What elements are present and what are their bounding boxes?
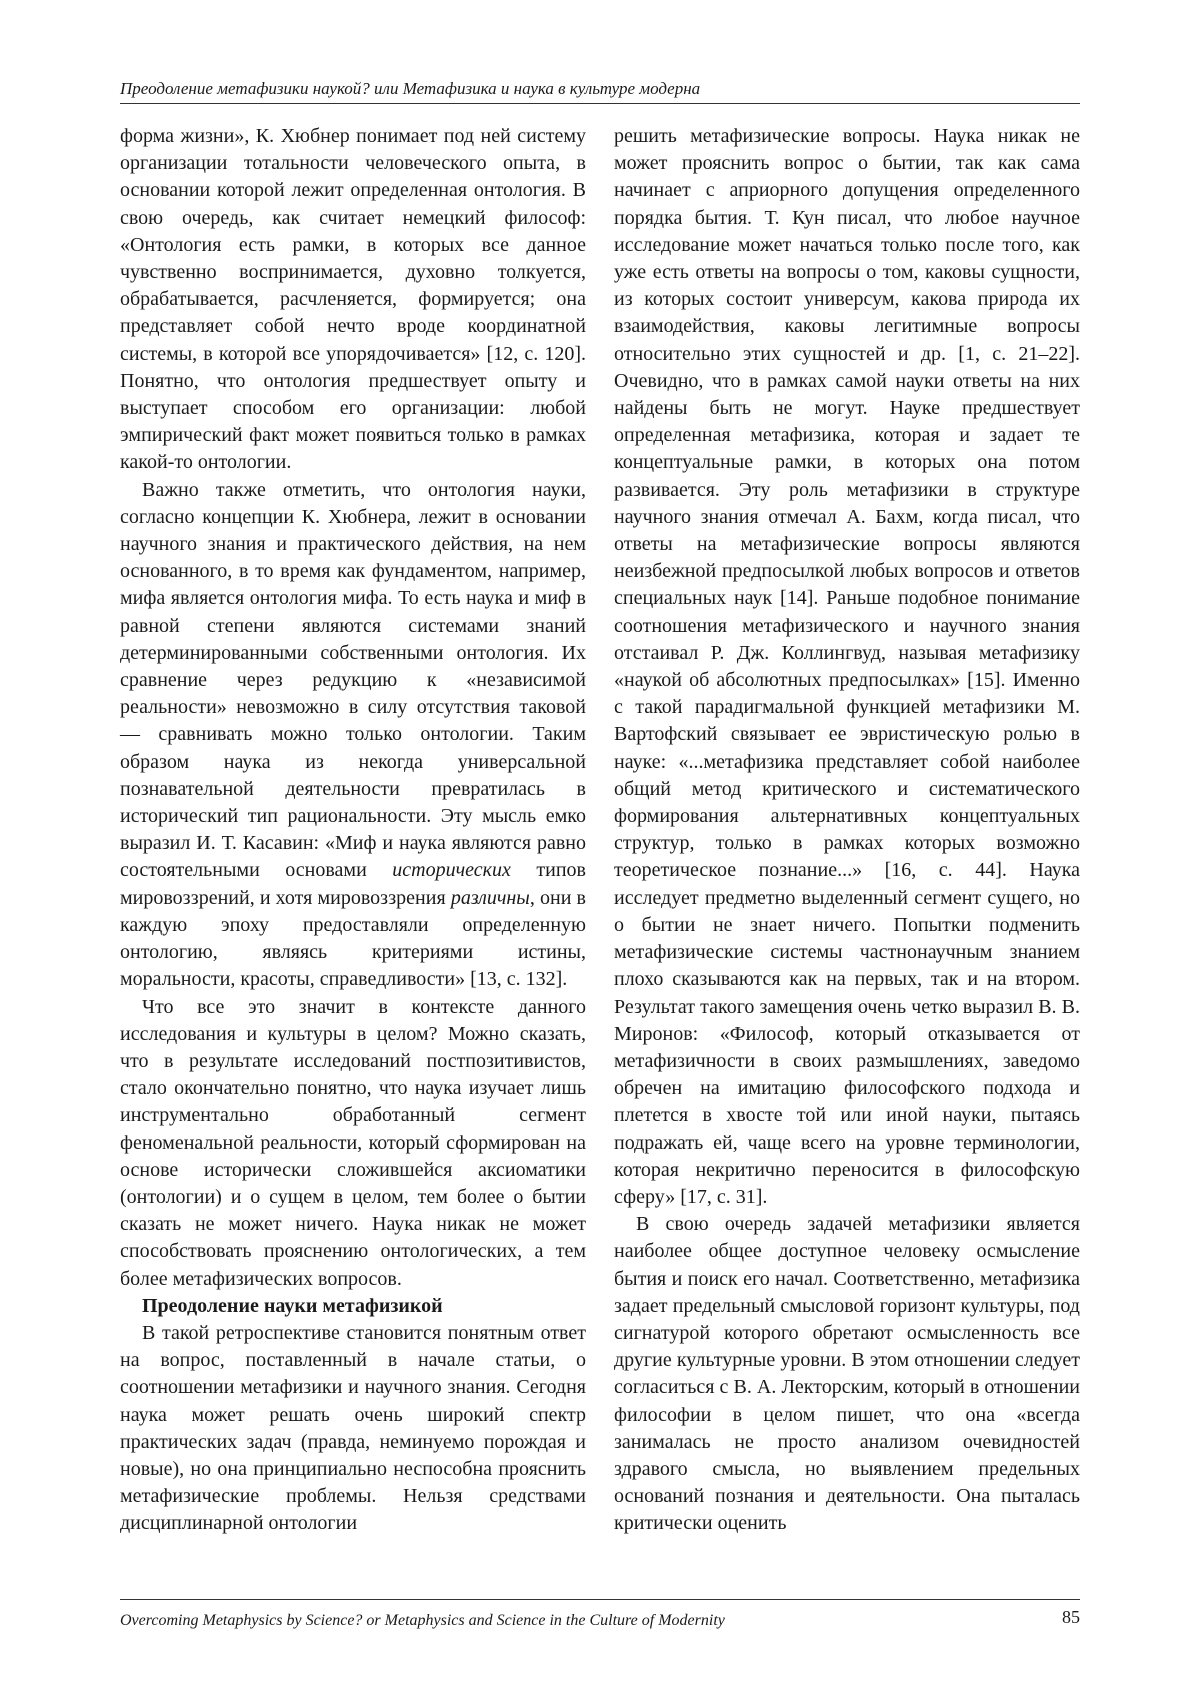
paragraph-text: , они в каждую эпоху предоставляли определенную онтологию, являясь критериями истины, моральности, красоты, справедливости» [13, с. 132]. [120,886,586,991]
paragraph: В свою очередь задачей метафизики является наиболее общее доступное человеку осмысление бытия и поиск его начал. Соответственно, метафизика задает предельный смысловой горизонт культуры, под сигнатурой которого обретают осмысленность все другие культурные уровни. В этом отношении следует согласиться с В. А. Лекторским, который в отношении философии в целом пишет, что она «всегда занималась не просто анализом очевидностей здравого смысла, но выявлением предельных оснований познания и деятельности. Она пыталась критически оценить [614,1213,1080,1535]
running-foot-title: Overcoming Metaphysics by Science? or Metaphysics and Science in the Culture of Modernity [120,1612,725,1629]
right-column [614,123,1080,1538]
paragraph: Что все это значит в контексте данного исследования и культуры в целом? Можно сказать, что в результате исследований постпозитивистов, стало окончательно понятно, что наука изучает лишь инструментально обработанный сегмент феноменальной реальности, который сформирован на основе исторически сложившейся аксиоматики (онтологии) и о сущем в целом, тем более о бытии сказать не может ничего. Наука никак не может способствовать прояснению онтологических, а тем более метафизических вопросов. [120,995,586,1290]
page-number: 85 [1062,1607,1080,1627]
header-rule [120,103,1080,104]
paragraph-text: Важно также отметить, что онтология науки, согласно концепции К. Хюбнера, лежит в основании научного знания и практического действия, на нем основанного, в то время как фундаментом, например, мифа является онтология мифа. То есть наука и миф в равной степени являются системами знаний детерминированными собственными онтология. Их сравнение через редукцию к «независимой реальности» невозможно в силу отсутствия таковой — сравнивать можно только онтологии. Таким образом наука из некогда универсальной познавательной деятельности превратилась в исторический тип рациональности. Эту мысль емко выразил И. Т. Касавин: «Миф и наука являются равно состоятельными основами [120,478,586,882]
section-heading: Преодоление науки метафизикой [142,1294,443,1317]
footer-rule [120,1599,1080,1600]
paragraph [120,477,586,994]
italic-term: различны [450,886,530,909]
left-column [120,123,586,1538]
italic-term: исторических [392,859,511,882]
paragraph: решить метафизические вопросы. Наука никак не может прояснить вопрос о бытии, так как сама начинает с априорного допущения определенного порядка бытия. Т. Кун писал, что любое научное исследование может начаться только после того, как уже есть ответы на вопросы о том, каковы сущности, из которых состоит универсум, какова природа их взаимодействия, каковы легитимные вопросы относительно этих сущностей и др. [1, с. 21–22]. Очевидно, что в рамках самой науки ответы на них найдены быть не могут. Науке предшествует определенная метафизика, которая и задает те концептуальные рамки, в которых она потом развивается. Эту роль метафизики в структуре научного знания отмечал А. Бахм, когда писал, что ответы на метафизические вопросы являются неизбежной предпосылкой любых вопросов и ответов специальных наук [14]. Раньше подобное понимание соотношения метафизического и научного знания отстаивал Р. Дж. Коллингвуд, называя метафизику «наукой об абсолютных предпосылках» [15]. Именно с такой парадигмальной функцией метафизики М. Вартофский связывает ее эвристическую ролью в науке: «...метафизика представляет собой наиболее общий метод критического и систематического формирования альтернативных концептуальных структур, только в рамках которых возможно теоретическое познание...» [16, с. 44]. Наука исследует предметно выделенный сегмент сущего, но о бытии не знает ничего. Попытки подменить метафизические системы частнонаучным знанием плохо сказываются как на первых, так и на втором. Результат такого замещения очень четко выразил В. В. Миронов: «Философ, который отказывается от метафизичности в своих размышлениях, заведомо обречен на имитацию философского подхода и плетется в хвосте той или иной науки, пытаясь подражать ей, чаще всего на уровне терминологии, которая некритично переносится в философскую сферу» [17, с. 31]. [614,125,1080,1208]
paragraph: В такой ретроспективе становится понятным ответ на вопрос, поставленный в начале статьи, о соотношении метафизики и научного знания. Сегодня наука может решать очень широкий спектр практических задач (правда, неминуемо порождая и новые), но она принципиально неспособна прояснить метафизические проблемы. Нельзя средствами дисциплинарной онтологии [120,1321,586,1535]
running-head-title: Преодоление метафизики наукой? или Метафизика и наука в культуре модерна [120,79,701,98]
paragraph-text: типов мировоззрений, и хотя мировоззрения [120,859,586,909]
paragraph: форма жизни», К. Хюбнер понимает под ней систему организации тотальности человеческого опыта, в основании которой лежит определенная онтология. В свою очередь, как считает немецкий философ: «Онтология есть рамки, в которых все данное чувственно воспринимается, духовно толкуется, обрабатывается, расчленяется, формируется; она представляет собой нечто вроде координатной системы, в которой все упорядочивается» [12, с. 120]. Понятно, что онтология предшествует опыту и выступает способом его организации: любой эмпирический факт может появиться только в рамках какой-то онтологии. [120,125,586,474]
